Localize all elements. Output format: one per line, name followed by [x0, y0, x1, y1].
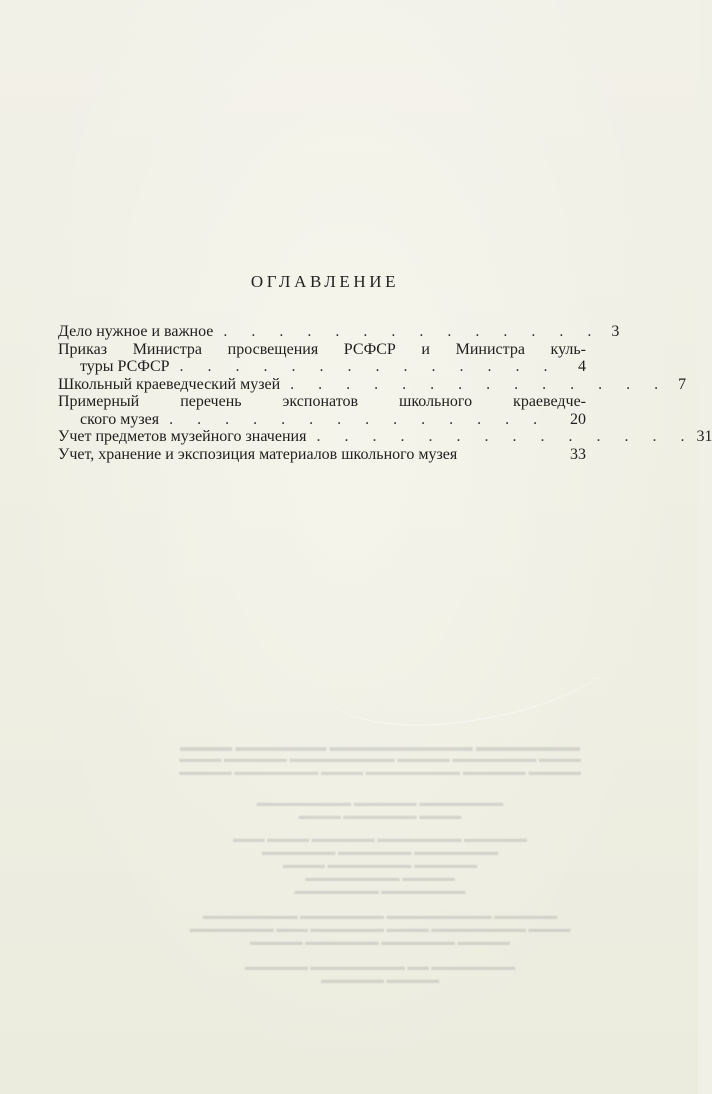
dot-leader: . . . . . . . . . . . . . . [179, 358, 558, 375]
toc-entry [58, 375, 687, 394]
toc-entry-title: Примерный перечень экспонатов школьного краеведче- [58, 393, 586, 410]
toc-page-number: 20 [570, 410, 586, 428]
toc-entry [58, 428, 712, 446]
toc-page-number: 3 [611, 323, 620, 340]
toc-entry-title: Приказ Министра просвещения РСФСР и Министра куль- [58, 340, 586, 358]
toc-entry [58, 341, 586, 376]
dot-leader: . . . . . . . . . . . . . . [223, 323, 602, 340]
toc-entry [58, 446, 586, 464]
toc-entry [58, 393, 586, 428]
dot-leader: . . . . . . . . . . . . . . [169, 410, 548, 428]
toc-entry-title-continued: туры РСФСР [80, 358, 170, 375]
dot-leader: . . . . . . . . . . . . . . [290, 375, 669, 393]
toc-entry [58, 323, 620, 341]
toc-entry-title: Учет, хранение и экспозиция материалов школьного музея [58, 445, 458, 463]
dot-leader: . . . . . . . . . . . . . . [316, 428, 695, 445]
toc-page-number: 31 [696, 428, 712, 445]
toc-entry-title: Учет предметов музейного значения [58, 428, 307, 445]
toc-entry-title: Школьный краеведческий музей [58, 375, 281, 393]
table-of-contents [58, 323, 712, 463]
toc-entry-title-continued: ского музея [80, 410, 160, 428]
paper-crease [315, 584, 636, 737]
toc-entry-title: Дело нужное и важное [58, 323, 214, 340]
contents-heading: ОГЛАВЛЕНИЕ [250, 272, 400, 291]
toc-page-number: 4 [578, 358, 586, 375]
toc-page-number: 33 [570, 445, 586, 463]
bleed-through-text: ▬▬▬▬▬▬▬▬ ▬▬▬▬▬▬▬▬▬▬▬ ▬▬▬▬▬▬▬ ▬▬▬▬ ▬▬▬▬ ▬▬▬▬▬▬▬▬ ▬▬▬▬▬ ▬▬▬▬▬▬▬▬▬▬ ▬▬▬▬▬▬ ▬▬▬▬ ▬▬▬▬▬ ▬▬▬▬▬▬ ▬▬▬▬▬▬▬▬▬ ▬▬▬▬ ▬▬▬▬▬▬▬▬ ▬▬▬▬▬ ▬▬▬▬▬▬▬▬ ▬▬▬▬▬▬ ▬▬▬▬▬▬▬▬▬ ▬▬▬▬ ▬▬▬▬▬▬▬ ▬▬▬▬ ▬▬▬▬▬▬ ▬▬▬▬▬▬▬▬ ▬▬▬▬▬▬ ▬▬▬▬ ▬▬▬ ▬▬▬▬▬▬▬▬ ▬▬▬▬▬▬▬ ▬▬▬▬▬▬▬ ▬▬▬▬▬▬ ▬▬▬▬▬▬▬▬ ▬▬▬▬ ▬▬▬▬▬ ▬▬▬▬▬▬▬▬▬ ▬▬▬▬▬▬▬▬ ▬▬▬▬▬▬▬▬ ▬▬▬▬▬▬ ▬▬▬▬▬▬▬▬▬▬ ▬▬▬▬▬▬▬▬ ▬▬▬▬▬▬▬▬▬ ▬▬▬▬ ▬▬▬▬▬▬▬▬▬ ▬▬▬▬ ▬▬▬▬▬▬▬ ▬▬▬ ▬▬▬▬▬▬▬▬ ▬▬▬▬▬ ▬▬▬▬▬▬▬ ▬▬▬▬▬▬▬ ▬▬▬▬▬ ▬▬▬▬▬▬▬▬ ▬▬ ▬▬▬▬▬▬▬▬▬ ▬▬▬▬▬▬ ▬▬▬▬▬ ▬▬▬▬▬▬ [179, 739, 581, 986]
toc-page-number: 7 [678, 375, 687, 393]
